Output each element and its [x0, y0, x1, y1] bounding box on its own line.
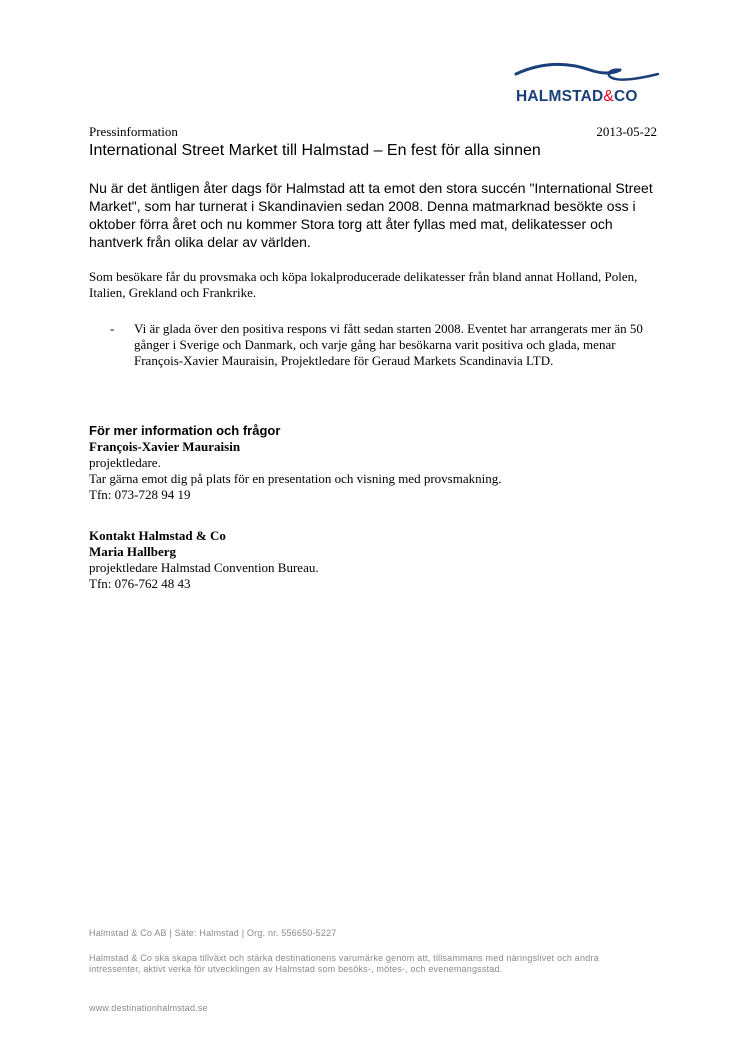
document-type-label: Pressinformation: [89, 124, 178, 139]
contact-2-name: Maria Hallberg: [89, 544, 177, 559]
quote-text: Vi är glada över den positiva respons vi fått sedan starten 2008. Eventet har arrangerats mer än 50 gånger i Sverige och Danmark, och varje gång har besökarna varit positiva och glada, menar François-Xavier Mauraisin, Projektledare för Geraud Markets Scandinavia LTD.: [134, 321, 643, 368]
contact-2-phone: Tfn: 076-762 48 43: [89, 576, 191, 591]
lead-paragraph: Nu är det äntligen åter dags för Halmstad att ta emot den stora succén "International Street Market", som har turnerat i Skandinavien sedan 2008. Denna matmarknad besökte oss i oktober förra året och nu kommer Stora torg att åter fyllas med mat, delikatesser och hantverk från olika delar av världen.: [89, 180, 653, 250]
quote-dash: -: [110, 321, 115, 336]
wave-logo-icon: [512, 60, 662, 86]
contact-person-2: [89, 528, 319, 592]
footer-mission: Halmstad & Co ska skapa tillväxt och stärka destinationens varumärke genom att, tillsammans med näringslivet och andra intressenter, aktivt verka för utvecklingen av Halmstad som besöks-, mötes-, och evenemangsstad.: [89, 953, 599, 974]
document-date: 2013-05-22: [596, 124, 657, 139]
footer-website-link[interactable]: www.destinationhalmstad.se: [89, 1003, 208, 1013]
contact-1-note: Tar gärna emot dig på plats för en presentation och visning med provsmakning.: [89, 471, 502, 486]
contact-1-name: François-Xavier Mauraisin: [89, 439, 241, 454]
header-meta: [89, 124, 657, 140]
contact-person-1: [89, 439, 501, 503]
logo-ampersand: &: [603, 88, 614, 105]
contact-1-phone: Tfn: 073-728 94 19: [89, 487, 191, 502]
page-title: International Street Market till Halmstad – En fest för alla sinnen: [89, 142, 541, 159]
contact-2-role: projektledare Halmstad Convention Bureau.: [89, 560, 319, 575]
footer-company-info: Halmstad & Co AB | Säte: Halmstad | Org. nr. 556650-5227: [89, 928, 337, 938]
contact-heading: För mer information och frågor: [89, 423, 281, 438]
contact-2-org: Kontakt Halmstad & Co: [89, 528, 226, 543]
logo-wordmark: HALMSTAD&CO: [516, 88, 638, 105]
halmstad-co-logo: [512, 60, 662, 110]
contact-1-role: projektledare.: [89, 455, 161, 470]
body-paragraph: Som besökare får du provsmaka och köpa lokalproducerade delikatesser från bland annat Holland, Polen, Italien, Grekland och Frankrike.: [89, 269, 638, 300]
